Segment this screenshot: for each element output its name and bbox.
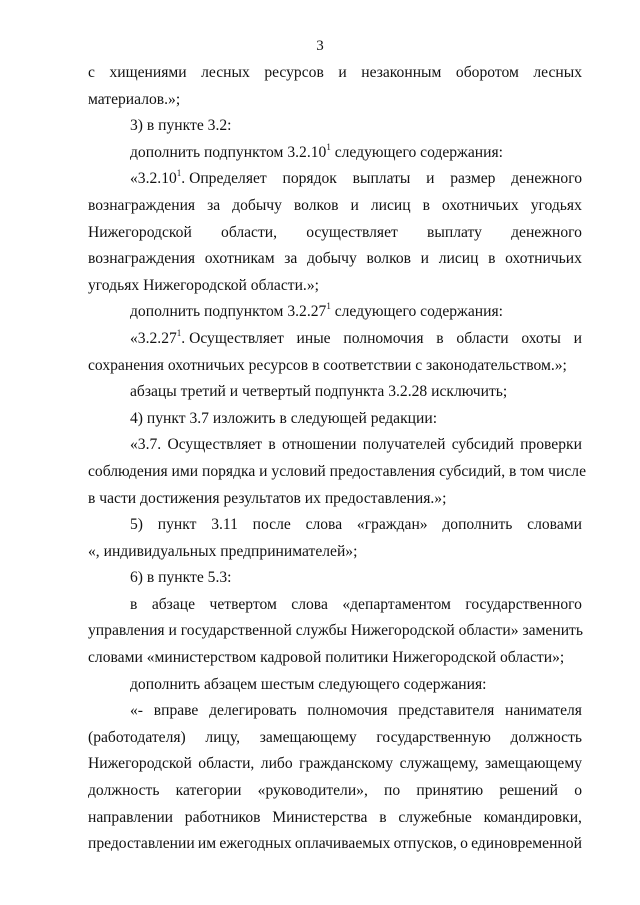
line-word: Осуществляет bbox=[167, 436, 263, 454]
line-word: вправе bbox=[153, 702, 199, 720]
text-line: угодьях Нижегородской области.»; bbox=[88, 276, 319, 294]
text-line bbox=[88, 512, 582, 539]
line-word: принятию bbox=[416, 782, 484, 800]
line-word: проверки bbox=[520, 436, 582, 454]
line-word: замещающему bbox=[484, 755, 582, 773]
page-number: 3 bbox=[316, 38, 324, 54]
line-word: добычу bbox=[307, 250, 357, 268]
line-word: слова bbox=[291, 595, 328, 613]
line-word: лесных bbox=[533, 64, 582, 81]
line-word: направлении bbox=[88, 808, 174, 826]
line-word: с bbox=[88, 64, 95, 81]
line-word: денежного bbox=[511, 170, 582, 188]
line-word: незаконным bbox=[361, 64, 442, 81]
text-line bbox=[88, 592, 582, 619]
line-word: в bbox=[379, 808, 387, 826]
line-word: получателей bbox=[362, 436, 446, 454]
line-word: охотникам bbox=[204, 250, 275, 268]
line-word: лицу, bbox=[205, 728, 241, 746]
text-line bbox=[88, 432, 582, 459]
line-word: денежного bbox=[511, 223, 582, 241]
text-line: дополнить абзацем шестым следующего содержания: bbox=[130, 675, 487, 693]
line-word: «граждан» bbox=[356, 516, 428, 534]
line-text: «3.2.10 bbox=[130, 170, 177, 188]
line-word: в bbox=[436, 329, 444, 347]
superscript: 1 bbox=[176, 168, 182, 179]
line-word: порядок bbox=[282, 170, 337, 188]
line-word: «- bbox=[130, 702, 143, 720]
line-word bbox=[130, 166, 267, 193]
line-word: 5) bbox=[130, 516, 143, 534]
line-word: лесных bbox=[201, 64, 250, 81]
text-line bbox=[88, 166, 582, 193]
text-line bbox=[88, 60, 582, 87]
line-text: . Осуществляет bbox=[181, 329, 284, 347]
text-line bbox=[88, 299, 582, 326]
line-word: предоставлении bbox=[88, 835, 195, 853]
line-word: о bbox=[574, 782, 582, 800]
line-word: полномочия bbox=[307, 702, 388, 720]
line-word: служащему, bbox=[399, 755, 479, 773]
line-text: дополнить подпунктом 3.2.10 bbox=[130, 143, 327, 161]
line-word: словами bbox=[527, 516, 582, 534]
line-word: субсидий bbox=[451, 436, 514, 454]
line-word: лисиц bbox=[438, 250, 479, 268]
line-word: по bbox=[384, 782, 401, 800]
line-word: гражданскому bbox=[299, 755, 394, 773]
line-word: добычу bbox=[232, 196, 282, 214]
line-word: отношении bbox=[282, 436, 357, 454]
line-text: «3.2.27 bbox=[130, 329, 177, 347]
text-line: 3) в пункте 3.2: bbox=[130, 117, 232, 135]
line-word: угодьях bbox=[530, 196, 582, 214]
line-word: дополнить bbox=[442, 516, 513, 534]
line-word: за bbox=[284, 250, 298, 268]
line-word: отпусков, bbox=[393, 835, 457, 853]
text-line bbox=[88, 246, 582, 273]
line-word: единовременной bbox=[471, 835, 582, 853]
line-word: осуществляет bbox=[306, 223, 398, 241]
line-word: вознаграждения bbox=[88, 196, 196, 214]
text-line bbox=[88, 220, 582, 247]
line-word: Нижегородской bbox=[88, 223, 192, 241]
line-word: после bbox=[252, 516, 291, 534]
line-word: иные bbox=[296, 329, 331, 347]
line-word: ресурсов bbox=[264, 64, 324, 81]
line-word: замещающему bbox=[259, 728, 357, 746]
line-word: работников bbox=[184, 808, 261, 826]
text-line: материалов.»; bbox=[88, 90, 181, 108]
line-word: слова bbox=[305, 516, 343, 534]
line-word: 3.11 bbox=[211, 516, 238, 534]
line-word: (работодателя) bbox=[88, 728, 186, 746]
text-line bbox=[88, 326, 582, 353]
line-word: командировки, bbox=[483, 808, 582, 826]
text-line: абзацы третий и четвертый подпункта 3.2.28 исключить; bbox=[130, 383, 508, 401]
line-word: государственную bbox=[376, 728, 491, 746]
text-line: в части достижения результатов их предоставления.»; bbox=[88, 489, 447, 507]
line-word: области, bbox=[221, 223, 278, 241]
line-text: дополнить подпунктом 3.2.27 bbox=[130, 303, 327, 321]
line-word: абзаце bbox=[151, 595, 196, 613]
text-line: соблюдения ими порядка и условий предоставления субсидий, в том числе bbox=[88, 462, 586, 480]
line-text: . Определяет bbox=[181, 170, 267, 188]
superscript: 1 bbox=[176, 327, 182, 338]
text-line: управления и государственной службы Нижегородской области» заменить bbox=[88, 622, 583, 640]
line-word: и bbox=[338, 64, 347, 81]
superscript: 1 bbox=[326, 141, 331, 152]
line-word: в bbox=[268, 436, 276, 454]
line-word: области bbox=[456, 329, 509, 347]
document-body bbox=[88, 60, 586, 858]
line-word: нанимателя bbox=[505, 702, 582, 720]
line-word: решений bbox=[499, 782, 559, 800]
line-word bbox=[130, 326, 284, 353]
text-line bbox=[88, 698, 582, 725]
text-line: «, индивидуальных предпринимателей»; bbox=[88, 542, 358, 560]
line-word: делегировать bbox=[209, 702, 297, 720]
line-word: выплату bbox=[427, 223, 482, 241]
line-word: выплаты bbox=[352, 170, 411, 188]
line-word: государственного bbox=[465, 595, 582, 613]
line-word: Министерства bbox=[272, 808, 368, 826]
line-word: и bbox=[420, 250, 430, 268]
line-word: «департаментом bbox=[342, 595, 451, 613]
line-word: «руководители», bbox=[257, 782, 368, 800]
text-line: сохранения охотничьих ресурсов в соответствии с законодательством.»; bbox=[88, 356, 567, 374]
line-word: охоты bbox=[521, 329, 561, 347]
text-line bbox=[88, 725, 582, 752]
line-word: волков bbox=[366, 250, 412, 268]
line-word: вознаграждения bbox=[88, 250, 196, 268]
line-word: охотничьих bbox=[441, 196, 519, 214]
line-word: размер bbox=[450, 170, 496, 188]
line-word: категории bbox=[175, 782, 242, 800]
text-line bbox=[88, 778, 582, 805]
line-word: ежегодных bbox=[219, 835, 292, 853]
text-line bbox=[88, 193, 582, 220]
line-word: Нижегородской bbox=[88, 755, 192, 773]
line-word: пункт bbox=[157, 516, 197, 534]
line-word: либо bbox=[260, 755, 293, 773]
text-line bbox=[88, 831, 582, 858]
line-word: в bbox=[422, 196, 430, 214]
line-word: оплачиваемых bbox=[294, 835, 391, 853]
line-text: следующего содержания: bbox=[330, 143, 503, 161]
line-word: полномочия bbox=[343, 329, 424, 347]
line-word: представителя bbox=[398, 702, 495, 720]
line-word: и bbox=[573, 329, 582, 347]
line-word: лисиц bbox=[370, 196, 411, 214]
line-word: должность bbox=[88, 782, 160, 800]
line-word: волков bbox=[293, 196, 339, 214]
line-word: области, bbox=[198, 755, 255, 773]
line-word: хищениями bbox=[109, 64, 187, 81]
line-word: в bbox=[130, 595, 138, 613]
line-word: в bbox=[488, 250, 496, 268]
line-word: четвертом bbox=[209, 595, 277, 613]
line-word: и bbox=[350, 196, 359, 214]
text-line bbox=[88, 140, 582, 167]
line-word: им bbox=[197, 835, 217, 853]
text-line: 4) пункт 3.7 изложить в следующей редакции: bbox=[130, 409, 438, 427]
text-line: словами «министерством кадровой политики Нижегородской области»; bbox=[88, 649, 565, 667]
line-text: следующего содержания: bbox=[330, 303, 503, 321]
superscript: 1 bbox=[326, 301, 331, 312]
line-word: и bbox=[426, 170, 435, 188]
text-line bbox=[88, 805, 582, 832]
line-word: оборотом bbox=[455, 64, 519, 81]
text-line bbox=[88, 751, 582, 778]
line-word: «3.7. bbox=[130, 436, 162, 454]
line-word: о bbox=[460, 835, 468, 853]
text-line: 6) в пункте 5.3: bbox=[130, 569, 232, 587]
line-word: охотничьих bbox=[505, 250, 582, 268]
line-word: служебные bbox=[398, 808, 472, 826]
line-word: за bbox=[207, 196, 221, 214]
line-word: должность bbox=[510, 728, 582, 746]
